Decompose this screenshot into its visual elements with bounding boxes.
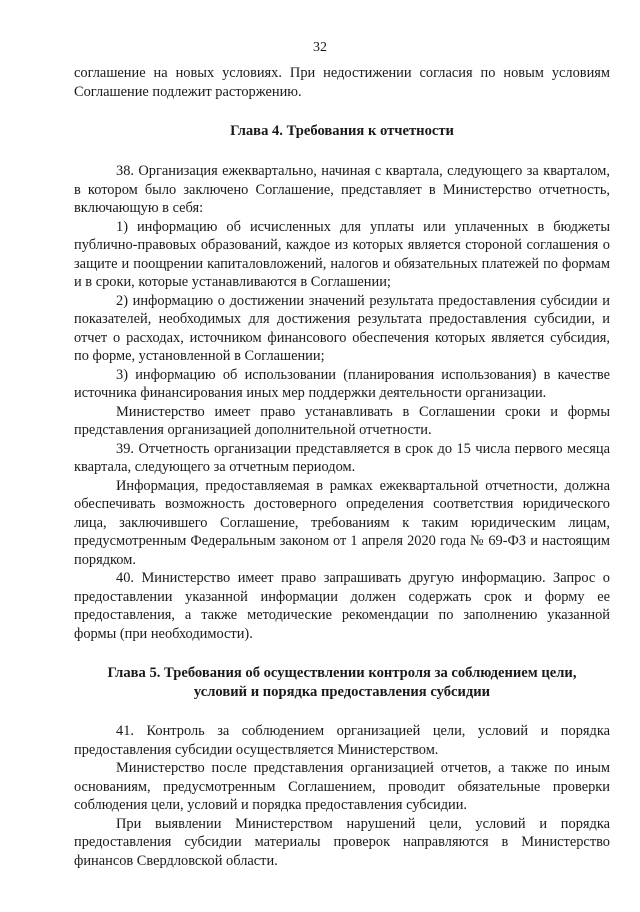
paragraph-39: 39. Отчетность организации представляется в срок до 15 числа первого месяца квартала, следующего за отчетным периодом. bbox=[74, 440, 610, 475]
paragraph-38-item-1: 1) информацию об исчисленных для уплаты или уплаченных в бюджеты публично-правовых образований, каждое из которых является стороной соглашения о защите и поощрении капиталовложений, налогов и обязательных платежей по формам и в сроки, которые устанавливаются в Соглашении; bbox=[74, 218, 610, 290]
document-body bbox=[74, 64, 610, 870]
paragraph-violations: При выявлении Министерством нарушений цели, условий и порядка предоставления субсидии материалы проверок направляются в Министерство финансов Свердловской области. bbox=[74, 815, 610, 869]
paragraph-38-item-3: 3) информацию об использовании (планирования использования) в качестве источника финансирования иных мер поддержки деятельности организации. bbox=[74, 366, 610, 401]
paragraph-info-quarterly: Информация, предоставляемая в рамках ежеквартальной отчетности, должна обеспечивать возможность достоверного определения соответствия юридического лица, заключившего Соглашение, требованиям к таким юридическим лицам, предусмотренным Федеральным законом от 1 апреля 2020 года № 69-ФЗ и настоящим порядком. bbox=[74, 477, 610, 568]
paragraph-41: 41. Контроль за соблюдением организацией цели, условий и порядка предоставления субсидии осуществляется Министерством. bbox=[74, 723, 610, 758]
paragraph-40: 40. Министерство имеет право запрашивать другую информацию. Запрос о предоставлении указанной информации должен содержать срок и форму ее предоставления, а также методические рекомендации по заполнению указанной формы (при необходимости). bbox=[74, 570, 610, 642]
paragraph-ministry-right: Министерство имеет право устанавливать в Соглашении сроки и формы представления организацией дополнительной отчетности. bbox=[74, 403, 610, 438]
chapter-5-title-line-1: Глава 5. Требования об осуществлении контроля за соблюдением цели, bbox=[107, 665, 577, 681]
paragraph-ministry-checks: Министерство после представления организацией отчетов, а также по иным основаниям, предусмотренным Соглашением, проводит обязательные проверки соблюдения цели, условий и порядка предоставления субсидии. bbox=[74, 760, 610, 813]
paragraph-38-item-2: 2) информацию о достижении значений результата предоставления субсидии и показателей, необходимых для достижения результата предоставления субсидии, и отчет о расходах, источником финансового обеспечения которых является субсидия, по форме, установленной в Соглашении; bbox=[74, 292, 610, 364]
chapter-5-title-line-2: условий и порядка предоставления субсидии bbox=[193, 684, 491, 700]
paragraph-38: 38. Организация ежеквартально, начиная с квартала, следующего за кварталом, в котором было заключено Соглашение, представляет в Министерство отчетность, включающую в себя: bbox=[74, 163, 610, 216]
chapter-5-title bbox=[74, 664, 610, 702]
intro-paragraph: соглашение на новых условиях. При недостижении согласия по новым условиям Соглашение подлежит расторжению. bbox=[74, 65, 610, 100]
page-number: 32 bbox=[313, 40, 327, 55]
chapter-4-title: Глава 4. Требования к отчетности bbox=[230, 123, 454, 139]
